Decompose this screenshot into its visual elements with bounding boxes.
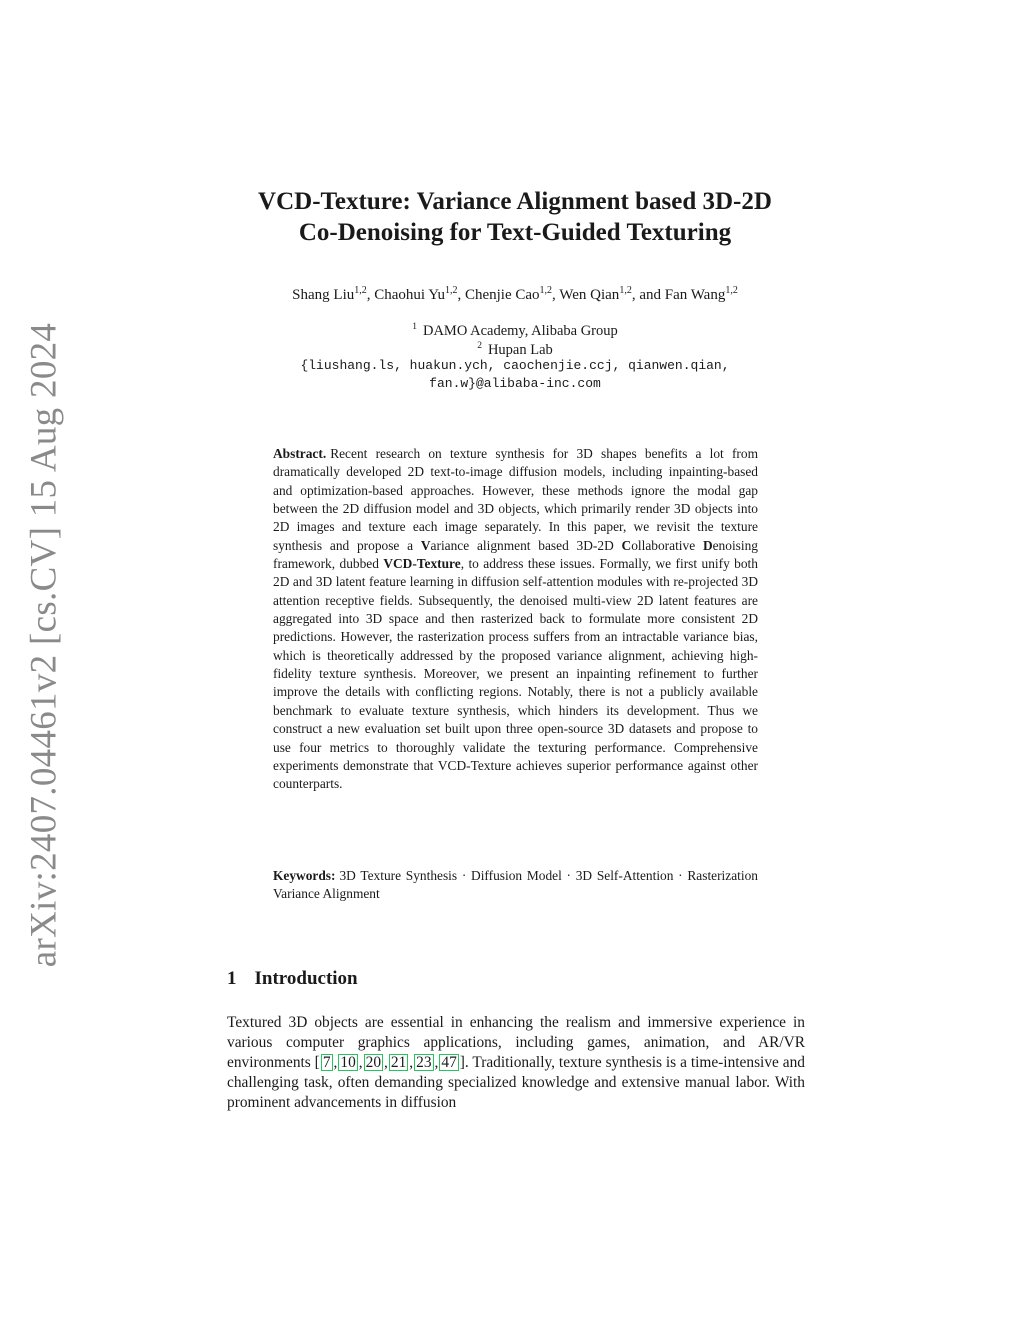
author: Wen Qian$^{1,2}$, and <box>559 285 665 303</box>
citation-link[interactable]: 7 <box>322 1054 331 1072</box>
method-name: VCD-Texture <box>383 556 461 572</box>
introduction-paragraph: Textured 3D objects are essential in enhancing the realism and immersive experience in various computer graphics applications, including games, animation, and AR/VR environments [ 7 , 10 , 20 , 21 , 23 , 47 ]. Traditionally, texture synthesis is a time-intensive and challenging task, often demanding specialized knowledge and extensive manual labor. With prominent advancements in diffusion <box>227 1014 805 1112</box>
title-line-1: VCD-Texture: Variance Alignment based 3D-2D <box>258 188 772 215</box>
abstract-heading: Abstract. <box>273 446 327 461</box>
keywords: Keywords: 3D Texture Synthesis · Diffusion Model · 3D Self-Attention · Rasterization Variance Alignment <box>273 868 758 902</box>
abstract: Abstract. Recent research on texture synthesis for 3D shapes benefits a lot from dramatically developed 2D text-to-image diffusion models, including inpainting-based and optimization-based approaches. However, these methods ignore the modal gap between the 2D diffusion model and 3D objects, which primarily render 3D objects into 2D images and texture each image separately. In this paper, we revisit the texture synthesis and propose a Variance alignment based 3D-2D Collaborative Denoising framework, dubbed VCD-Texture, to address these issues. Formally, we first unify both 2D and 3D latent feature learning in diffusion self-attention modules with re-projected 3D attention receptive fields. Subsequently, the denoised multi-view 2D latent features are aggregated into 3D space and then rasterized back to formulate more consistent 2D predictions. However, the rasterization process suffers from an intractable variance bias, which is theoretically addressed by the proposed variance alignment, achieving high-fidelity texture synthesis. Moreover, we present an inpainting refinement to further improve the details with conflicting regions. Notably, there is not a publicly available benchmark to evaluate texture synthesis, which hinders its development. Thus we construct a new evaluation set built upon three open-source 3D datasets and propose to use four metrics to thoroughly validate the texturing performance. Comprehensive experiments demonstrate that VCD-Texture achieves superior performance against other counterparts. <box>273 446 758 792</box>
author: Shang Liu$^{1,2}$, <box>292 285 375 303</box>
keywords-heading: Keywords: <box>273 868 336 883</box>
title-line-2: Co-Denoising for Text-Guided Texturing <box>298 219 732 246</box>
arxiv-identifier-text: arXiv:2407.04461v2 [cs.CV] 15 Aug 2024 <box>23 322 65 968</box>
section-number: 1 <box>227 968 237 989</box>
email-line-1: {liushang.ls, huakun.ych, caochenjie.ccj, qianwen.qian, <box>300 358 730 373</box>
email-line-2: fan.w}@alibaba-inc.com <box>429 376 601 391</box>
citation-link[interactable]: 47 <box>441 1054 457 1072</box>
section-title: Introduction <box>254 968 358 989</box>
affiliation-1: $^1$ DAMO Academy, Alibaba Group <box>412 322 618 339</box>
citation-link[interactable]: 21 <box>390 1054 407 1072</box>
paper-title <box>200 186 830 248</box>
author: Chenjie Cao$^{1,2}$, <box>464 285 560 303</box>
citation-link[interactable]: 20 <box>365 1054 382 1072</box>
citation-link[interactable]: 10 <box>340 1054 356 1072</box>
affiliation-2: $^2$ Hupan Lab <box>477 341 553 358</box>
author: Fan Wang$^{1,2}$ <box>664 285 738 303</box>
citation-link[interactable]: 23 <box>416 1054 432 1072</box>
author-list <box>160 285 870 304</box>
author: Chaohui Yu$^{1,2}$, <box>374 285 465 303</box>
section-heading-introduction <box>227 968 358 990</box>
